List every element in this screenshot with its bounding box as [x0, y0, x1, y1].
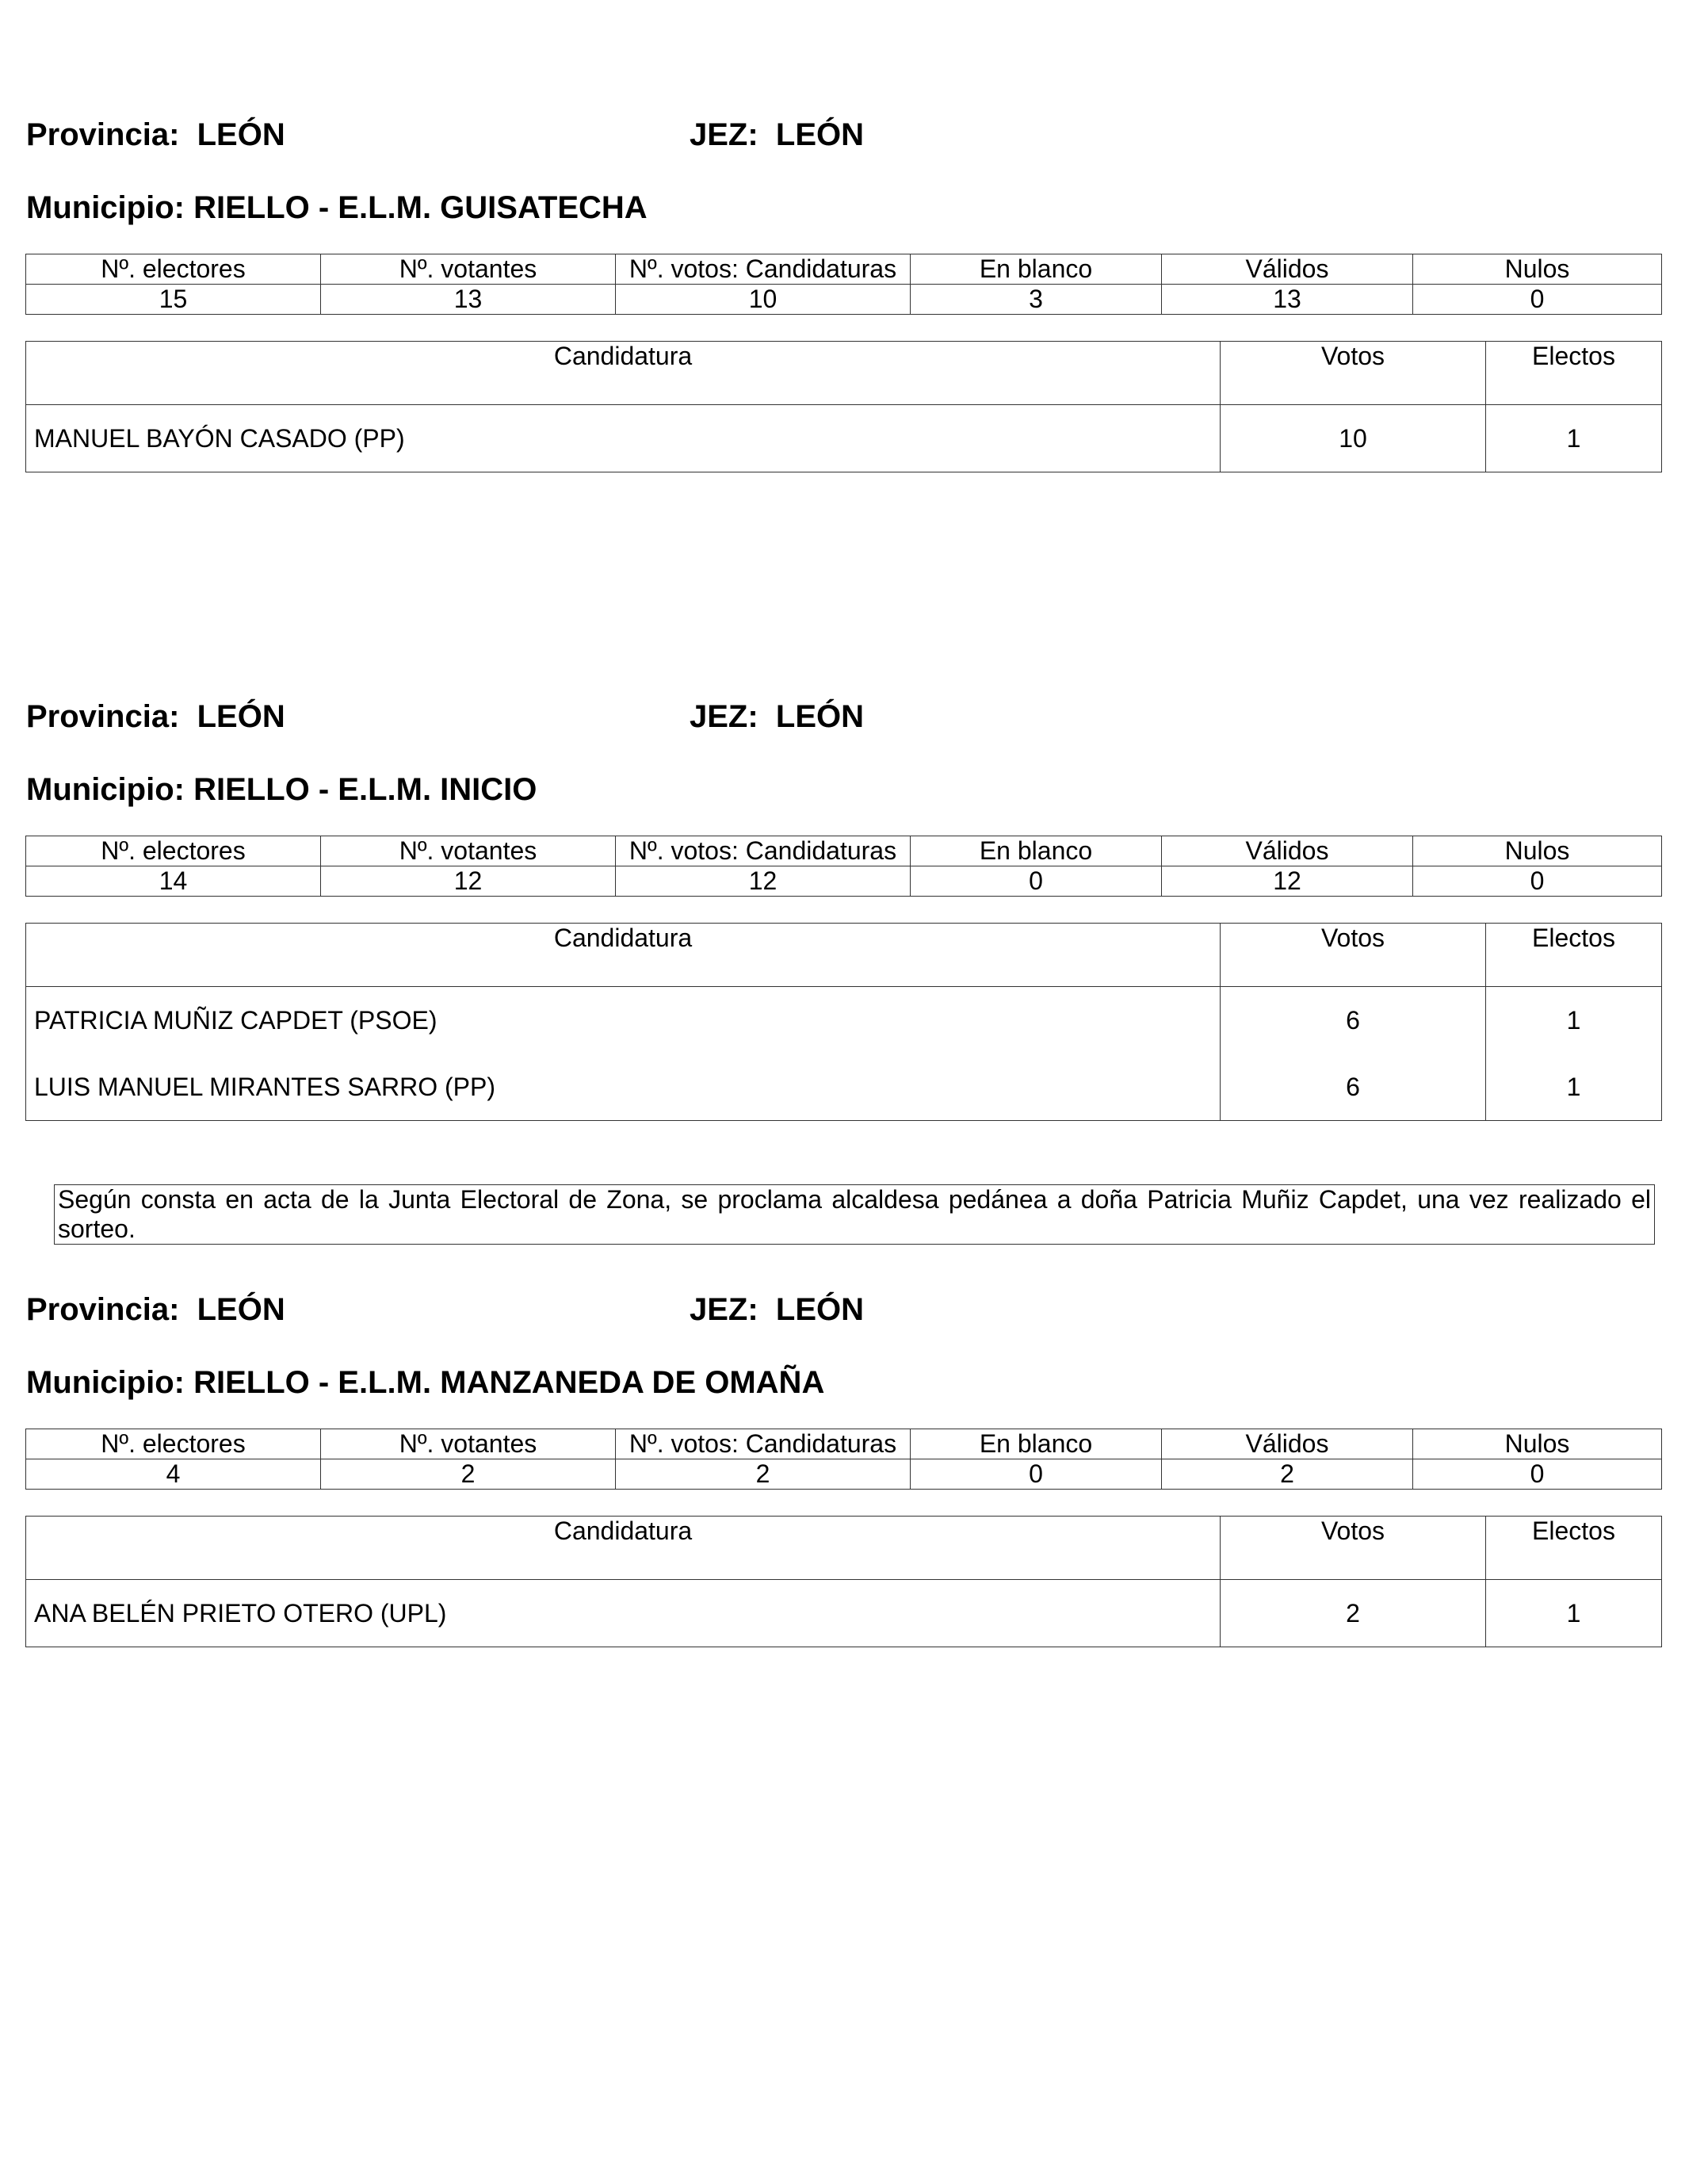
value-votos-candidaturas: 10 — [616, 285, 911, 315]
header-nulos: Nulos — [1413, 1429, 1662, 1459]
candidato-nombre: MANUEL BAYÓN CASADO (PP) — [26, 405, 1221, 472]
jez-label: JEZ: LEÓN — [690, 117, 865, 152]
value-nulos: 0 — [1413, 285, 1662, 315]
header-candidatura: Candidatura — [26, 924, 1221, 987]
header-validos: Válidos — [1162, 1429, 1413, 1459]
stats-table — [25, 254, 1662, 315]
candidato-row — [26, 1054, 1662, 1121]
municipio-title: Municipio: RIELLO - E.L.M. INICIO — [26, 772, 537, 807]
header-en-blanco: En blanco — [911, 254, 1162, 285]
candidato-nombre: PATRICIA MUÑIZ CAPDET (PSOE) — [26, 987, 1221, 1054]
municipio-block-inicio — [0, 699, 1685, 1254]
stats-header-row — [26, 836, 1662, 866]
header-votos: Votos — [1221, 924, 1486, 987]
header-electores: Nº. electores — [26, 254, 321, 285]
value-validos: 2 — [1162, 1459, 1413, 1490]
stats-value-row — [26, 285, 1662, 315]
candidato-row — [26, 1580, 1662, 1647]
candidato-nombre: ANA BELÉN PRIETO OTERO (UPL) — [26, 1580, 1221, 1647]
header-votos: Votos — [1221, 1517, 1486, 1580]
header-validos: Válidos — [1162, 254, 1413, 285]
candidato-votos: 6 — [1221, 987, 1486, 1054]
jez-label: JEZ: LEÓN — [690, 1292, 865, 1327]
value-electores: 15 — [26, 285, 321, 315]
header-votos-candidaturas: Nº. votos: Candidaturas — [616, 254, 911, 285]
value-electores: 4 — [26, 1459, 321, 1490]
value-votantes: 2 — [321, 1459, 616, 1490]
header-validos: Válidos — [1162, 836, 1413, 866]
jez-label: JEZ: LEÓN — [690, 699, 865, 734]
candidato-row — [26, 987, 1662, 1054]
candidaturas-header-row — [26, 924, 1662, 987]
header-nulos: Nulos — [1413, 254, 1662, 285]
header-en-blanco: En blanco — [911, 836, 1162, 866]
value-en-blanco: 0 — [911, 1459, 1162, 1490]
stats-table — [25, 836, 1662, 897]
provincia-label: Provincia: LEÓN — [26, 1292, 285, 1327]
value-validos: 12 — [1162, 866, 1413, 897]
header-votos-candidaturas: Nº. votos: Candidaturas — [616, 1429, 911, 1459]
candidato-electos: 1 — [1486, 405, 1662, 472]
candidaturas-table — [25, 341, 1662, 472]
provincia-label: Provincia: LEÓN — [26, 117, 285, 152]
header-electos: Electos — [1486, 924, 1662, 987]
stats-value-row — [26, 866, 1662, 897]
value-nulos: 0 — [1413, 866, 1662, 897]
value-electores: 14 — [26, 866, 321, 897]
candidato-electos: 1 — [1486, 1054, 1662, 1121]
header-electores: Nº. electores — [26, 836, 321, 866]
value-en-blanco: 0 — [911, 866, 1162, 897]
header-votantes: Nº. votantes — [321, 254, 616, 285]
candidaturas-header-row — [26, 1517, 1662, 1580]
acta-note: Según consta en acta de la Junta Electoral de Zona, se proclama alcaldesa pedánea a doña Patricia Muñiz Capdet, una vez realizado el sorteo. — [54, 1184, 1655, 1245]
stats-header-row — [26, 1429, 1662, 1459]
value-votantes: 12 — [321, 866, 616, 897]
candidato-electos: 1 — [1486, 1580, 1662, 1647]
value-en-blanco: 3 — [911, 285, 1162, 315]
header-votos-candidaturas: Nº. votos: Candidaturas — [616, 836, 911, 866]
header-candidatura: Candidatura — [26, 1517, 1221, 1580]
header-electos: Electos — [1486, 342, 1662, 405]
header-votos: Votos — [1221, 342, 1486, 405]
municipio-title: Municipio: RIELLO - E.L.M. MANZANEDA DE OMAÑA — [26, 1365, 825, 1400]
header-electos: Electos — [1486, 1517, 1662, 1580]
header-candidatura: Candidatura — [26, 342, 1221, 405]
municipio-block-manzaneda — [0, 1292, 1685, 1847]
municipio-title: Municipio: RIELLO - E.L.M. GUISATECHA — [26, 190, 648, 225]
candidato-row — [26, 405, 1662, 472]
municipio-block-guisatecha — [0, 117, 1685, 672]
header-votantes: Nº. votantes — [321, 1429, 616, 1459]
header-votantes: Nº. votantes — [321, 836, 616, 866]
header-electores: Nº. electores — [26, 1429, 321, 1459]
candidaturas-table — [25, 923, 1662, 1121]
stats-value-row — [26, 1459, 1662, 1490]
value-votantes: 13 — [321, 285, 616, 315]
value-votos-candidaturas: 2 — [616, 1459, 911, 1490]
provincia-label: Provincia: LEÓN — [26, 699, 285, 734]
value-validos: 13 — [1162, 285, 1413, 315]
stats-table — [25, 1429, 1662, 1490]
candidato-votos: 6 — [1221, 1054, 1486, 1121]
value-votos-candidaturas: 12 — [616, 866, 911, 897]
candidato-electos: 1 — [1486, 987, 1662, 1054]
candidato-votos: 2 — [1221, 1580, 1486, 1647]
header-nulos: Nulos — [1413, 836, 1662, 866]
stats-header-row — [26, 254, 1662, 285]
candidato-votos: 10 — [1221, 405, 1486, 472]
candidaturas-header-row — [26, 342, 1662, 405]
candidaturas-table — [25, 1516, 1662, 1647]
value-nulos: 0 — [1413, 1459, 1662, 1490]
header-en-blanco: En blanco — [911, 1429, 1162, 1459]
candidato-nombre: LUIS MANUEL MIRANTES SARRO (PP) — [26, 1054, 1221, 1121]
